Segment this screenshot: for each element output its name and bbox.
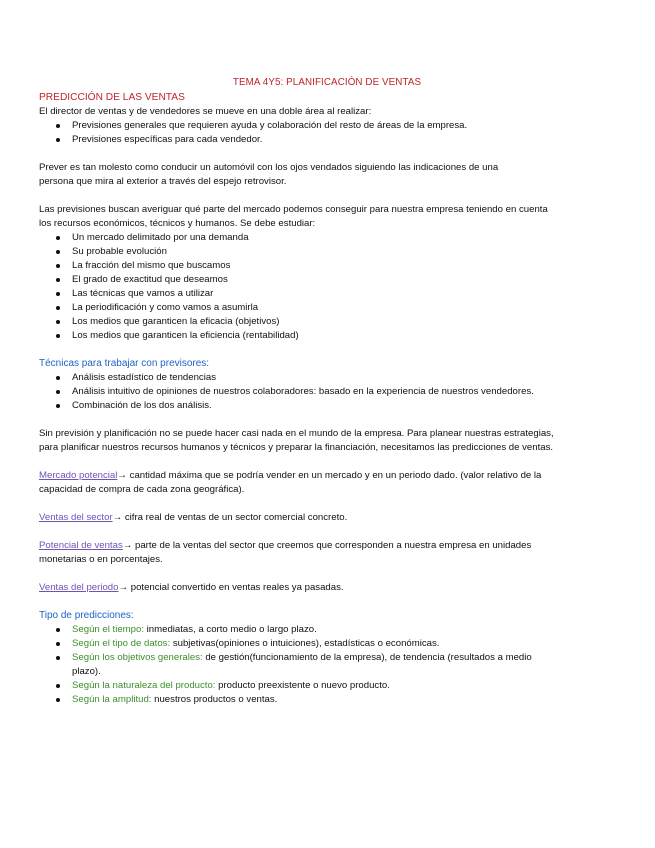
section-heading-prediccion: PREDICCIÓN DE LAS VENTAS: [39, 92, 185, 103]
list-item: Según la amplitud: nuestros productos o ventas.: [39, 693, 615, 707]
planificacion-paragraph: Sin previsión y planificación no se puede hacer casi nada en el mundo de la empresa. Para planear nuestras estrategias, para planificar nuestros recursos humanos y técnicos y preparar la financiación, necesitamos las predicciones de ventas.: [39, 428, 554, 453]
section-heading-tecnicas: Técnicas para trabajar con previsores:: [39, 358, 210, 369]
arrow-icon: →: [118, 582, 129, 593]
bullet-icon: [56, 138, 60, 142]
definition-mercado-potencial: Mercado potencial→ cantidad máxima que se podría vender en un mercado y en un periodo dado. (valor relativo de la capacidad de compra de cada zona geográfica).: [39, 470, 542, 495]
study-list: [39, 231, 615, 343]
bullet-icon: [56, 306, 60, 310]
ventas-sector-link[interactable]: Ventas del sector: [39, 512, 113, 523]
list-item: Análisis estadístico de tendencias: [39, 371, 615, 385]
list-item: Las técnicas que vamos a utilizar: [39, 287, 615, 301]
arrow-icon: →: [117, 470, 127, 481]
bullet-icon: [56, 124, 60, 128]
bullet-icon: [56, 698, 60, 702]
bullet-icon: [56, 236, 60, 240]
bullet-icon: [56, 642, 60, 646]
list-item: Su probable evolución: [39, 245, 615, 259]
list-item: Un mercado delimitado por una demanda: [39, 231, 615, 245]
tipo-label: Según la naturaleza del producto:: [72, 680, 216, 691]
bullet-icon: [56, 320, 60, 324]
document-title: TEMA 4Y5: PLANIFICACIÓN DE VENTAS: [232, 77, 422, 88]
intro-paragraph: El director de ventas y de vendedores se mueve en una doble área al realizar:: [39, 106, 372, 117]
bullet-icon: [56, 404, 60, 408]
definition-potencial-ventas: Potencial de ventas→ parte de la ventas del sector que creemos que corresponden a nuestra empresa en unidades monetarias o en porcentajes.: [39, 540, 532, 565]
list-item: Previsiones generales que requieren ayuda y colaboración del resto de áreas de la empresa.: [39, 119, 615, 133]
list-item: Combinación de los dos análisis.: [39, 399, 615, 413]
bullet-icon: [56, 250, 60, 254]
definition-ventas-sector: Ventas del sector→ cifra real de ventas de un sector comercial concreto.: [39, 512, 348, 523]
section-heading-tipos: Tipo de predicciones:: [39, 610, 134, 621]
tipo-label: Según el tipo de datos:: [72, 638, 171, 649]
arrow-icon: →: [122, 540, 133, 551]
ventas-periodo-link[interactable]: Ventas del periodo: [39, 582, 119, 593]
bullet-icon: [56, 264, 60, 268]
potencial-ventas-link[interactable]: Potencial de ventas: [39, 540, 123, 551]
quote-paragraph: Prever es tan molesto como conducir un automóvil con los ojos vendados siguiendo las indicaciones de una persona que mira al exterior a través del espejo retrovisor.: [39, 162, 499, 187]
bullet-icon: [56, 376, 60, 380]
bullet-icon: [56, 334, 60, 338]
bullet-icon: [56, 278, 60, 282]
list-item: Según la naturaleza del producto: producto preexistente o nuevo producto.: [39, 679, 615, 693]
tipo-label: Según la amplitud:: [72, 694, 152, 705]
list-item: Según el tipo de datos: subjetivas(opiniones o intuiciones), estadísticas o económicas.: [39, 637, 615, 651]
list-item: Análisis intuitivo de opiniones de nuestros colaboradores: basado en la experiencia de nuestros vendedores.: [39, 385, 615, 399]
arrow-icon: →: [112, 512, 123, 523]
previsiones-list: [39, 119, 615, 147]
list-item: Los medios que garanticen la eficiencia (rentabilidad): [39, 329, 615, 343]
tipo-label: Según los objetivos generales:: [72, 652, 203, 663]
bullet-icon: [56, 628, 60, 632]
tipo-label: Según el tiempo:: [72, 624, 144, 635]
bullet-icon: [56, 292, 60, 296]
bullet-icon: [56, 656, 60, 660]
list-item: La periodificación y como vamos a asumirla: [39, 301, 615, 315]
list-item: Según los objetivos generales: de gestión(funcionamiento de la empresa), de tendencia (resultados a medio plazo).: [39, 651, 615, 679]
mercado-potencial-link[interactable]: Mercado potencial: [39, 470, 118, 481]
list-item: La fracción del mismo que buscamos: [39, 259, 615, 273]
tipos-list: [39, 623, 615, 707]
previsiones-paragraph: Las previsiones buscan averiguar qué parte del mercado podemos conseguir para nuestra empresa teniendo en cuenta los recursos económicos, técnicos y humanos. Se debe estudiar:: [39, 204, 548, 229]
bullet-icon: [56, 684, 60, 688]
list-item: Los medios que garanticen la eficacia (objetivos): [39, 315, 615, 329]
tecnicas-list: [39, 371, 615, 413]
list-item: El grado de exactitud que deseamos: [39, 273, 615, 287]
list-item: Previsiones específicas para cada vendedor.: [39, 133, 615, 147]
definition-ventas-periodo: Ventas del periodo→ potencial convertido en ventas reales ya pasadas.: [39, 582, 344, 593]
list-item: Según el tiempo: inmediatas, a corto medio o largo plazo.: [39, 623, 615, 637]
bullet-icon: [56, 390, 60, 394]
